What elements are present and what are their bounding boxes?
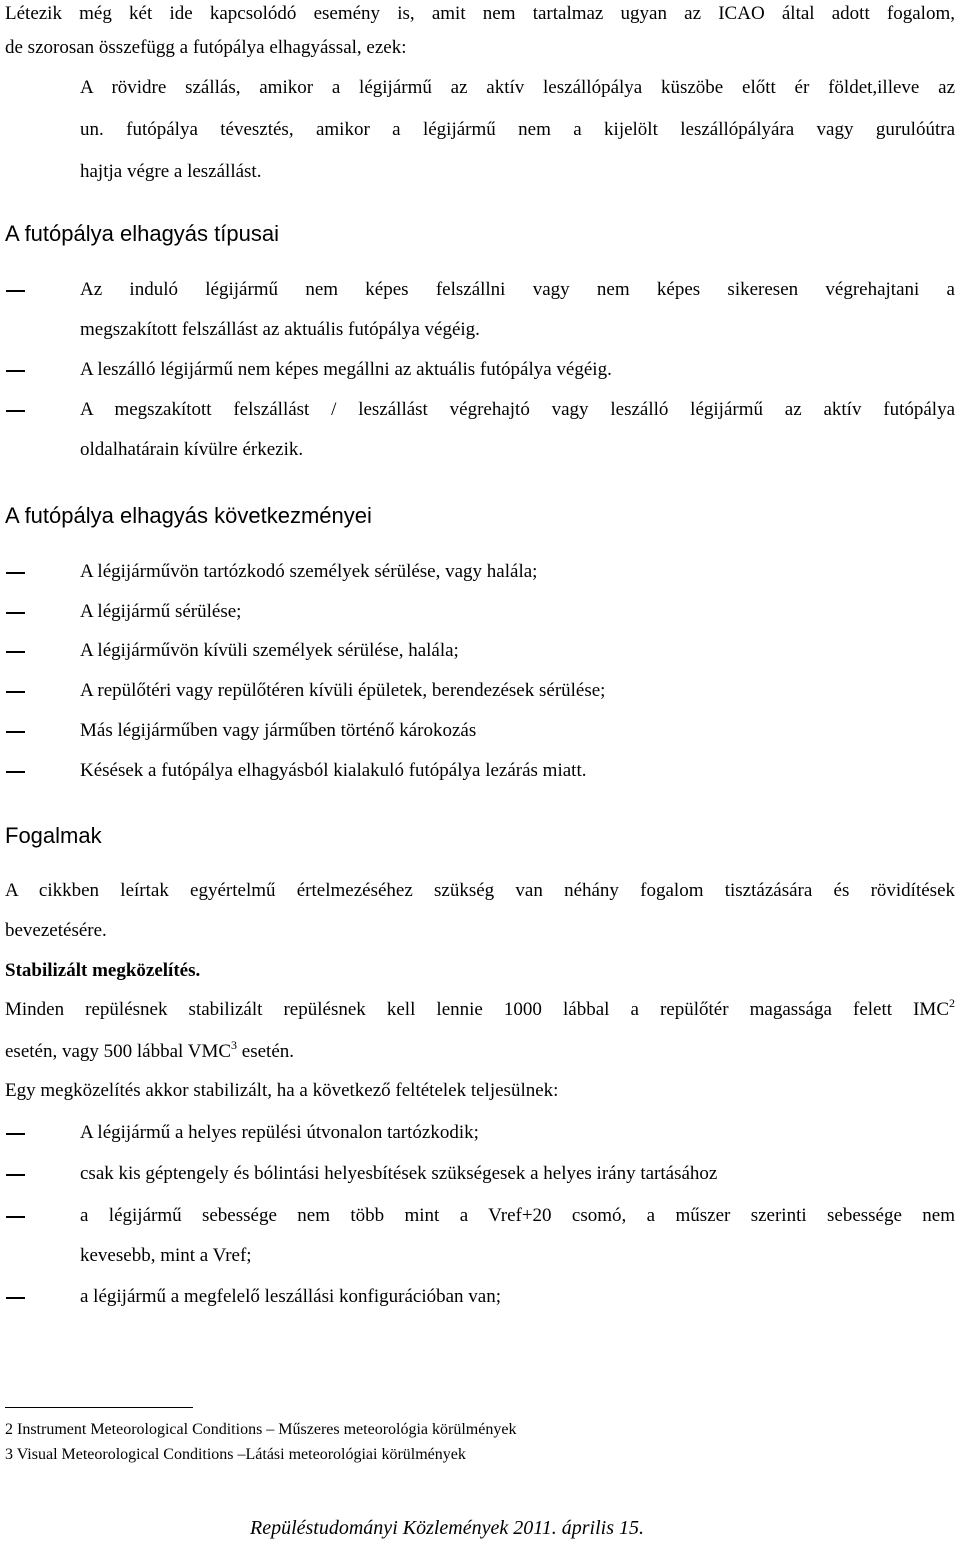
dash-bullet bbox=[6, 1133, 25, 1135]
dash-bullet bbox=[6, 1297, 25, 1299]
page-footer: Repüléstudományi Közlemények 2011. április 15. bbox=[250, 1517, 645, 1539]
dash-bullet bbox=[6, 771, 25, 773]
types-item-1: Az induló légijármű nem képes felszállni vagy nem képes sikeresen végrehajtani a megszakított felszállást az aktuális futópálya végéig. bbox=[80, 279, 955, 340]
footnote-3: 3 Visual Meteorological Conditions –Látási meteorológiai körülmények bbox=[5, 1446, 466, 1463]
dash-bullet bbox=[6, 1216, 25, 1218]
consequence-item: A légijárművön kívüli személyek sérülése, halála; bbox=[80, 640, 459, 661]
imc-text: Minden repülésnek stabilizált repülésnek kell lennie 1000 lábbal a repülőtér magassága felett IMC bbox=[5, 999, 949, 1020]
types-item-3: A megszakított felszállást / leszállást végrehajtó vagy leszálló légijármű az aktív futópálya oldalhatárain kívülre érkezik. bbox=[80, 399, 955, 460]
intro-item-2: un. futópálya tévesztés, amikor a légijármű nem a kijelölt leszállópályára vagy gurulóútra hajtja végre a leszállást. bbox=[80, 119, 955, 182]
dash-bullet bbox=[6, 651, 25, 653]
consequence-item: Más légijárműben vagy járműben történő károkozás bbox=[80, 720, 477, 741]
dash-bullet bbox=[6, 370, 25, 372]
condition-item-2: csak kis géptengely és bólintási helyesbítések szükségesek a helyes irány tartásához bbox=[80, 1163, 718, 1184]
condition-item-1: A légijármű a helyes repülési útvonalon tartózkodik; bbox=[80, 1122, 479, 1143]
dash-bullet bbox=[6, 410, 25, 412]
dash-bullet bbox=[6, 731, 25, 733]
consequence-item: Késések a futópálya elhagyásból kialakuló futópálya lezárás miatt. bbox=[80, 760, 587, 781]
vmc-text-end: esetén. bbox=[237, 1041, 295, 1062]
dash-bullet bbox=[6, 691, 25, 693]
condition-item-3: a légijármű sebessége nem több mint a Vref+20 csomó, a műszer szerinti sebessége nem kevesebb, mint a Vref; bbox=[80, 1205, 955, 1266]
footnote-separator bbox=[5, 1407, 193, 1408]
dash-bullet bbox=[6, 1174, 25, 1176]
intro-item-1: A rövidre szállás, amikor a légijármű az aktív leszállópálya küszöbe előtt ér földet,illeve az bbox=[80, 77, 955, 98]
intro-line-2: de szorosan összefügg a futópálya elhagyással, ezek: bbox=[5, 37, 407, 58]
consequence-item: A repülőtéri vagy repülőtéren kívüli épületek, berendezések sérülése; bbox=[80, 680, 606, 701]
types-item-2: A leszálló légijármű nem képes megállni az aktuális futópálya végéig. bbox=[80, 359, 612, 380]
section-heading-consequences: A futópálya elhagyás következményei bbox=[5, 503, 372, 528]
intro-paragraph bbox=[5, 0, 955, 60]
dash-bullet bbox=[6, 612, 25, 614]
footnote-ref-2: 2 bbox=[949, 996, 955, 1010]
footnote-ref-3: 3 bbox=[231, 1038, 238, 1052]
terms-paragraph-1: A cikkben leírtak egyértelmű értelmezéséhez szükség van néhány fogalom tisztázására és rövidítések bevezetésére. bbox=[5, 880, 955, 941]
terms-paragraph-2 bbox=[5, 996, 955, 1066]
consequence-item: A légijárművön tartózkodó személyek sérülése, vagy halála; bbox=[80, 561, 538, 582]
consequence-item: A légijármű sérülése; bbox=[80, 601, 242, 622]
section-heading-terms: Fogalmak bbox=[5, 823, 102, 848]
condition-item-4: a légijármű a megfelelő leszállási konfigurációban van; bbox=[80, 1286, 501, 1307]
dash-bullet bbox=[6, 290, 25, 292]
intro-line-1: Létezik még két ide kapcsolódó esemény is, amit nem tartalmaz ugyan az ICAO által adott fogalom, bbox=[5, 3, 955, 24]
footnote-2: 2 Instrument Meteorological Conditions – Műszeres meteorológia körülmények bbox=[5, 1421, 517, 1438]
terms-paragraph-3: Egy megközelítés akkor stabilizált, ha a következő feltételek teljesülnek: bbox=[5, 1080, 559, 1101]
dash-bullet bbox=[6, 572, 25, 574]
section-heading-types: A futópálya elhagyás típusai bbox=[5, 221, 279, 246]
terms-subheading: Stabilizált megközelítés. bbox=[5, 960, 201, 981]
vmc-text: esetén, vagy 500 lábbal VMC bbox=[5, 1041, 232, 1062]
